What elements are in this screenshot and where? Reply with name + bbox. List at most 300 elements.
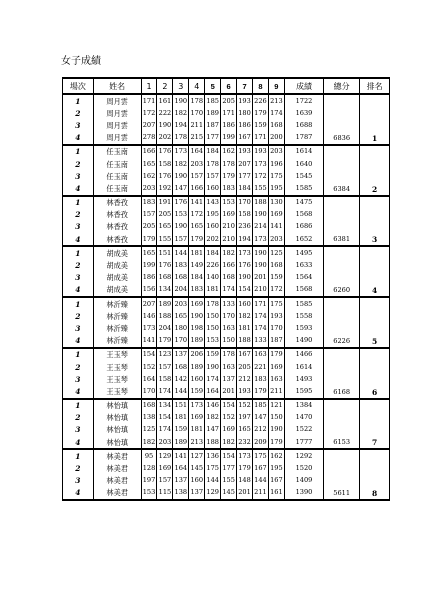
round-cell: 1 — [63, 145, 94, 158]
game-score-cell: 145 — [221, 487, 237, 500]
game-score-cell: 163 — [253, 348, 269, 361]
game-score-cell: 183 — [141, 196, 157, 209]
rank-cell — [360, 246, 390, 259]
game-score-cell: 184 — [237, 182, 253, 195]
game-score-cell: 179 — [268, 348, 284, 361]
round-total-cell: 1545 — [284, 170, 323, 182]
game-score-cell: 181 — [189, 424, 205, 436]
player-name-cell: 林香孜 — [93, 221, 141, 233]
round-total-cell: 1558 — [284, 310, 323, 322]
game-score-cell: 179 — [221, 170, 237, 182]
round-cell: 4 — [63, 335, 94, 348]
game-score-cell: 173 — [237, 449, 253, 462]
game-score-cell: 127 — [189, 449, 205, 462]
round-cell: 4 — [63, 436, 94, 449]
round-cell: 4 — [63, 284, 94, 297]
table-row — [63, 119, 390, 131]
game-score-cell: 183 — [221, 182, 237, 195]
game-score-cell: 182 — [205, 412, 221, 424]
round-cell: 3 — [63, 119, 94, 131]
game-score-cell: 194 — [237, 233, 253, 246]
round-cell: 2 — [63, 361, 94, 373]
player-name-cell: 林怡瑱 — [93, 399, 141, 412]
game-score-cell: 171 — [141, 94, 157, 107]
table-row — [63, 462, 390, 474]
grand-total-cell — [324, 170, 360, 182]
player-name-cell: 林美君 — [93, 475, 141, 487]
game-score-cell: 182 — [221, 436, 237, 449]
game-score-cell: 197 — [141, 475, 157, 487]
game-score-cell: 144 — [173, 246, 189, 259]
player-name-cell: 任玉南 — [93, 158, 141, 170]
grand-total-cell — [324, 145, 360, 158]
game-score-cell: 188 — [237, 335, 253, 348]
game-score-cell: 141 — [173, 449, 189, 462]
game-score-cell: 170 — [237, 196, 253, 209]
grand-total-cell — [324, 424, 360, 436]
game-score-cell: 183 — [173, 259, 189, 271]
game-score-cell: 178 — [205, 158, 221, 170]
game-score-cell: 200 — [268, 132, 284, 145]
game-score-cell: 178 — [205, 297, 221, 310]
table-row — [63, 170, 390, 182]
game-score-cell: 177 — [205, 132, 221, 145]
table-row — [63, 399, 390, 412]
table-row — [63, 335, 390, 348]
round-cell: 2 — [63, 209, 94, 221]
game-score-cell: 175 — [268, 297, 284, 310]
round-cell: 4 — [63, 182, 94, 195]
game-score-cell: 146 — [141, 310, 157, 322]
game-score-cell: 159 — [253, 119, 269, 131]
player-name-cell: 周月雲 — [93, 94, 141, 107]
game-score-cell: 278 — [141, 132, 157, 145]
game-score-cell: 154 — [221, 399, 237, 412]
grand-total-cell — [324, 462, 360, 474]
game-score-cell: 195 — [268, 462, 284, 474]
header-game: 7 — [237, 78, 253, 94]
game-score-cell: 157 — [205, 170, 221, 182]
grand-total-cell — [324, 373, 360, 385]
grand-total-cell: 6836 — [324, 132, 360, 145]
grand-total-cell — [324, 348, 360, 361]
scores-table — [62, 77, 390, 501]
game-score-cell: 182 — [141, 436, 157, 449]
header-game: 5 — [205, 78, 221, 94]
game-score-cell: 201 — [253, 272, 269, 284]
game-score-cell: 137 — [189, 487, 205, 500]
game-score-cell: 188 — [205, 436, 221, 449]
game-score-cell: 154 — [237, 284, 253, 297]
round-total-cell: 1722 — [284, 94, 323, 107]
game-score-cell: 125 — [141, 424, 157, 436]
game-score-cell: 145 — [189, 462, 205, 474]
grand-total-cell — [324, 412, 360, 424]
rank-cell: 3 — [360, 233, 390, 246]
game-score-cell: 186 — [237, 119, 253, 131]
table-row — [63, 94, 390, 107]
table-row — [63, 107, 390, 119]
grand-total-cell — [324, 361, 360, 373]
grand-total-cell — [324, 322, 360, 334]
game-score-cell: 174 — [157, 385, 173, 398]
game-score-cell: 203 — [173, 297, 189, 310]
player-name-cell: 林美君 — [93, 449, 141, 462]
game-score-cell: 178 — [173, 132, 189, 145]
game-score-cell: 189 — [189, 335, 205, 348]
game-score-cell: 125 — [268, 246, 284, 259]
game-score-cell: 134 — [157, 399, 173, 412]
header-round: 場次 — [63, 78, 94, 94]
player-name-cell: 胡成美 — [93, 284, 141, 297]
round-cell: 2 — [63, 462, 94, 474]
game-score-cell: 207 — [237, 158, 253, 170]
game-score-cell: 182 — [237, 310, 253, 322]
round-cell: 1 — [63, 94, 94, 107]
game-score-cell: 168 — [221, 272, 237, 284]
game-score-cell: 213 — [268, 94, 284, 107]
game-score-cell: 190 — [205, 361, 221, 373]
table-row — [63, 348, 390, 361]
grand-total-cell — [324, 475, 360, 487]
game-score-cell: 185 — [205, 94, 221, 107]
game-score-cell: 151 — [157, 246, 173, 259]
header-game: 8 — [253, 78, 269, 94]
game-score-cell: 155 — [253, 182, 269, 195]
rank-cell — [360, 170, 390, 182]
grand-total-cell — [324, 94, 360, 107]
game-score-cell: 190 — [253, 209, 269, 221]
player-name-cell: 林美君 — [93, 462, 141, 474]
game-score-cell: 201 — [221, 385, 237, 398]
rank-cell: 7 — [360, 436, 390, 449]
round-total-cell: 1614 — [284, 361, 323, 373]
game-score-cell: 153 — [221, 196, 237, 209]
game-score-cell: 190 — [157, 119, 173, 131]
table-row — [63, 182, 390, 195]
game-score-cell: 201 — [237, 487, 253, 500]
scores-body — [63, 94, 390, 500]
game-score-cell: 167 — [237, 132, 253, 145]
game-score-cell: 141 — [189, 196, 205, 209]
game-score-cell: 205 — [141, 221, 157, 233]
round-total-cell: 1409 — [284, 475, 323, 487]
grand-total-cell — [324, 246, 360, 259]
round-total-cell: 1593 — [284, 322, 323, 334]
round-total-cell: 1292 — [284, 449, 323, 462]
game-score-cell: 164 — [205, 385, 221, 398]
round-cell: 2 — [63, 310, 94, 322]
table-row — [63, 322, 390, 334]
grand-total-cell: 6260 — [324, 284, 360, 297]
game-score-cell: 180 — [173, 322, 189, 334]
game-score-cell: 143 — [205, 196, 221, 209]
table-row — [63, 310, 390, 322]
table-row — [63, 373, 390, 385]
game-score-cell: 169 — [189, 412, 205, 424]
game-score-cell: 157 — [157, 361, 173, 373]
game-score-cell: 165 — [141, 158, 157, 170]
game-score-cell: 144 — [205, 475, 221, 487]
game-score-cell: 115 — [157, 487, 173, 500]
game-score-cell: 202 — [205, 233, 221, 246]
game-score-cell: 169 — [268, 209, 284, 221]
game-score-cell: 169 — [157, 462, 173, 474]
game-score-cell: 170 — [221, 310, 237, 322]
round-total-cell: 1490 — [284, 335, 323, 348]
game-score-cell: 174 — [268, 107, 284, 119]
game-score-cell: 190 — [189, 310, 205, 322]
game-score-cell: 226 — [253, 94, 269, 107]
table-row — [63, 221, 390, 233]
game-score-cell: 165 — [189, 221, 205, 233]
table-row — [63, 449, 390, 462]
table-row — [63, 246, 390, 259]
rank-cell — [360, 475, 390, 487]
table-row — [63, 412, 390, 424]
round-total-cell: 1390 — [284, 487, 323, 500]
round-total-cell: 1568 — [284, 284, 323, 297]
grand-total-cell — [324, 297, 360, 310]
rank-cell: 6 — [360, 385, 390, 398]
game-score-cell: 157 — [157, 475, 173, 487]
game-score-cell: 137 — [173, 348, 189, 361]
header-game: 1 — [141, 78, 157, 94]
table-row — [63, 158, 390, 170]
game-score-cell: 162 — [221, 145, 237, 158]
grand-total-cell: 6384 — [324, 182, 360, 195]
game-score-cell: 205 — [157, 209, 173, 221]
table-row — [63, 209, 390, 221]
game-score-cell: 168 — [173, 272, 189, 284]
player-name-cell: 周月雲 — [93, 119, 141, 131]
game-score-cell: 189 — [173, 436, 189, 449]
game-score-cell: 160 — [237, 297, 253, 310]
player-name-cell: 林怡瑱 — [93, 424, 141, 436]
rank-cell — [360, 449, 390, 462]
round-cell: 2 — [63, 158, 94, 170]
header-game: 6 — [221, 78, 237, 94]
game-score-cell: 179 — [237, 462, 253, 474]
game-score-cell: 163 — [268, 373, 284, 385]
round-total-cell: 1639 — [284, 107, 323, 119]
game-score-cell: 153 — [141, 487, 157, 500]
player-name-cell: 任玉南 — [93, 170, 141, 182]
game-score-cell: 146 — [205, 399, 221, 412]
game-score-cell: 214 — [253, 221, 269, 233]
game-score-cell: 184 — [205, 246, 221, 259]
grand-total-cell: 5611 — [324, 487, 360, 500]
round-total-cell: 1777 — [284, 436, 323, 449]
game-score-cell: 167 — [268, 475, 284, 487]
game-score-cell: 161 — [268, 487, 284, 500]
game-score-cell: 194 — [173, 119, 189, 131]
round-cell: 1 — [63, 348, 94, 361]
game-score-cell: 210 — [253, 284, 269, 297]
rank-cell — [360, 272, 390, 284]
game-score-cell: 170 — [189, 107, 205, 119]
game-score-cell: 226 — [205, 259, 221, 271]
rank-cell — [360, 373, 390, 385]
game-score-cell: 169 — [221, 424, 237, 436]
player-name-cell: 王玉琴 — [93, 348, 141, 361]
game-score-cell: 165 — [141, 246, 157, 259]
game-score-cell: 168 — [268, 119, 284, 131]
round-total-cell: 1475 — [284, 196, 323, 209]
game-score-cell: 173 — [253, 233, 269, 246]
game-score-cell: 148 — [237, 475, 253, 487]
table-row — [63, 284, 390, 297]
game-score-cell: 178 — [189, 94, 205, 107]
game-score-cell: 211 — [253, 487, 269, 500]
game-score-cell: 182 — [173, 158, 189, 170]
round-cell: 3 — [63, 221, 94, 233]
game-score-cell: 186 — [141, 272, 157, 284]
game-score-cell: 190 — [237, 272, 253, 284]
game-score-cell: 169 — [268, 361, 284, 373]
player-name-cell: 林美君 — [93, 487, 141, 500]
player-name-cell: 林香孜 — [93, 209, 141, 221]
game-score-cell: 202 — [157, 132, 173, 145]
round-cell: 1 — [63, 449, 94, 462]
game-score-cell: 160 — [189, 373, 205, 385]
rank-cell — [360, 462, 390, 474]
grand-total-cell — [324, 399, 360, 412]
game-score-cell: 172 — [268, 284, 284, 297]
game-score-cell: 193 — [237, 385, 253, 398]
game-score-cell: 192 — [157, 182, 173, 195]
grand-total-cell — [324, 196, 360, 209]
game-score-cell: 190 — [253, 246, 269, 259]
round-total-cell: 1585 — [284, 182, 323, 195]
round-cell: 1 — [63, 196, 94, 209]
game-score-cell: 173 — [189, 399, 205, 412]
player-name-cell: 林沂臻 — [93, 322, 141, 334]
table-row — [63, 436, 390, 449]
game-score-cell: 181 — [173, 412, 189, 424]
game-score-cell: 160 — [205, 221, 221, 233]
game-score-cell: 190 — [253, 259, 269, 271]
game-score-cell: 191 — [157, 196, 173, 209]
game-score-cell: 147 — [173, 182, 189, 195]
round-total-cell: 1688 — [284, 119, 323, 131]
game-score-cell: 189 — [189, 361, 205, 373]
game-score-cell: 133 — [253, 335, 269, 348]
game-score-cell: 181 — [237, 322, 253, 334]
game-score-cell: 170 — [173, 335, 189, 348]
game-score-cell: 155 — [157, 233, 173, 246]
game-score-cell: 166 — [141, 145, 157, 158]
game-score-cell: 150 — [221, 335, 237, 348]
table-row — [63, 385, 390, 398]
game-score-cell: 198 — [189, 322, 205, 334]
header-game: 9 — [268, 78, 284, 94]
game-score-cell: 215 — [189, 132, 205, 145]
game-score-cell: 189 — [157, 297, 173, 310]
rank-cell — [360, 94, 390, 107]
game-score-cell: 172 — [253, 170, 269, 182]
table-row — [63, 475, 390, 487]
table-row — [63, 259, 390, 271]
game-score-cell: 188 — [157, 310, 173, 322]
game-score-cell: 170 — [268, 322, 284, 334]
round-total-cell: 1493 — [284, 373, 323, 385]
round-cell: 3 — [63, 170, 94, 182]
rank-cell: 1 — [360, 132, 390, 145]
game-score-cell: 183 — [189, 284, 205, 297]
game-score-cell: 212 — [237, 373, 253, 385]
round-cell: 3 — [63, 322, 94, 334]
game-score-cell: 179 — [157, 335, 173, 348]
game-score-cell: 170 — [141, 385, 157, 398]
game-score-cell: 173 — [173, 145, 189, 158]
round-total-cell: 1614 — [284, 145, 323, 158]
game-score-cell: 175 — [253, 449, 269, 462]
player-name-cell: 林怡瑱 — [93, 412, 141, 424]
rank-cell — [360, 322, 390, 334]
game-score-cell: 187 — [268, 335, 284, 348]
game-score-cell: 172 — [189, 209, 205, 221]
game-score-cell: 137 — [173, 475, 189, 487]
grand-total-cell — [324, 221, 360, 233]
rank-cell — [360, 145, 390, 158]
game-score-cell: 193 — [268, 310, 284, 322]
game-score-cell: 160 — [189, 475, 205, 487]
round-cell: 4 — [63, 487, 94, 500]
page-title: 女子成績 — [61, 56, 101, 67]
game-score-cell: 209 — [253, 436, 269, 449]
round-total-cell: 1522 — [284, 424, 323, 436]
game-score-cell: 199 — [141, 259, 157, 271]
game-score-cell: 158 — [157, 158, 173, 170]
game-score-cell: 203 — [157, 436, 173, 449]
game-score-cell: 168 — [141, 399, 157, 412]
table-row — [63, 132, 390, 145]
player-name-cell: 周月雲 — [93, 132, 141, 145]
player-name-cell: 林沂臻 — [93, 310, 141, 322]
game-score-cell: 174 — [253, 322, 269, 334]
game-score-cell: 195 — [205, 209, 221, 221]
game-score-cell: 213 — [189, 436, 205, 449]
game-score-cell: 179 — [268, 436, 284, 449]
grand-total-cell: 6153 — [324, 436, 360, 449]
round-total-cell: 1384 — [284, 399, 323, 412]
round-cell: 2 — [63, 259, 94, 271]
game-score-cell: 176 — [157, 170, 173, 182]
game-score-cell: 150 — [205, 310, 221, 322]
game-score-cell: 179 — [141, 233, 157, 246]
player-name-cell: 胡成美 — [93, 272, 141, 284]
game-score-cell: 166 — [189, 182, 205, 195]
game-score-cell: 203 — [189, 158, 205, 170]
game-score-cell: 164 — [173, 462, 189, 474]
header-game: 3 — [173, 78, 189, 94]
table-row — [63, 424, 390, 436]
round-cell: 4 — [63, 385, 94, 398]
game-score-cell: 165 — [237, 424, 253, 436]
game-score-cell: 221 — [253, 361, 269, 373]
game-score-cell: 159 — [173, 424, 189, 436]
game-score-cell: 179 — [253, 385, 269, 398]
game-score-cell: 206 — [189, 348, 205, 361]
game-score-cell: 181 — [189, 246, 205, 259]
game-score-cell: 175 — [268, 170, 284, 182]
rank-cell — [360, 310, 390, 322]
game-score-cell: 203 — [141, 182, 157, 195]
game-score-cell: 207 — [141, 119, 157, 131]
game-score-cell: 168 — [173, 361, 189, 373]
game-score-cell: 147 — [253, 412, 269, 424]
